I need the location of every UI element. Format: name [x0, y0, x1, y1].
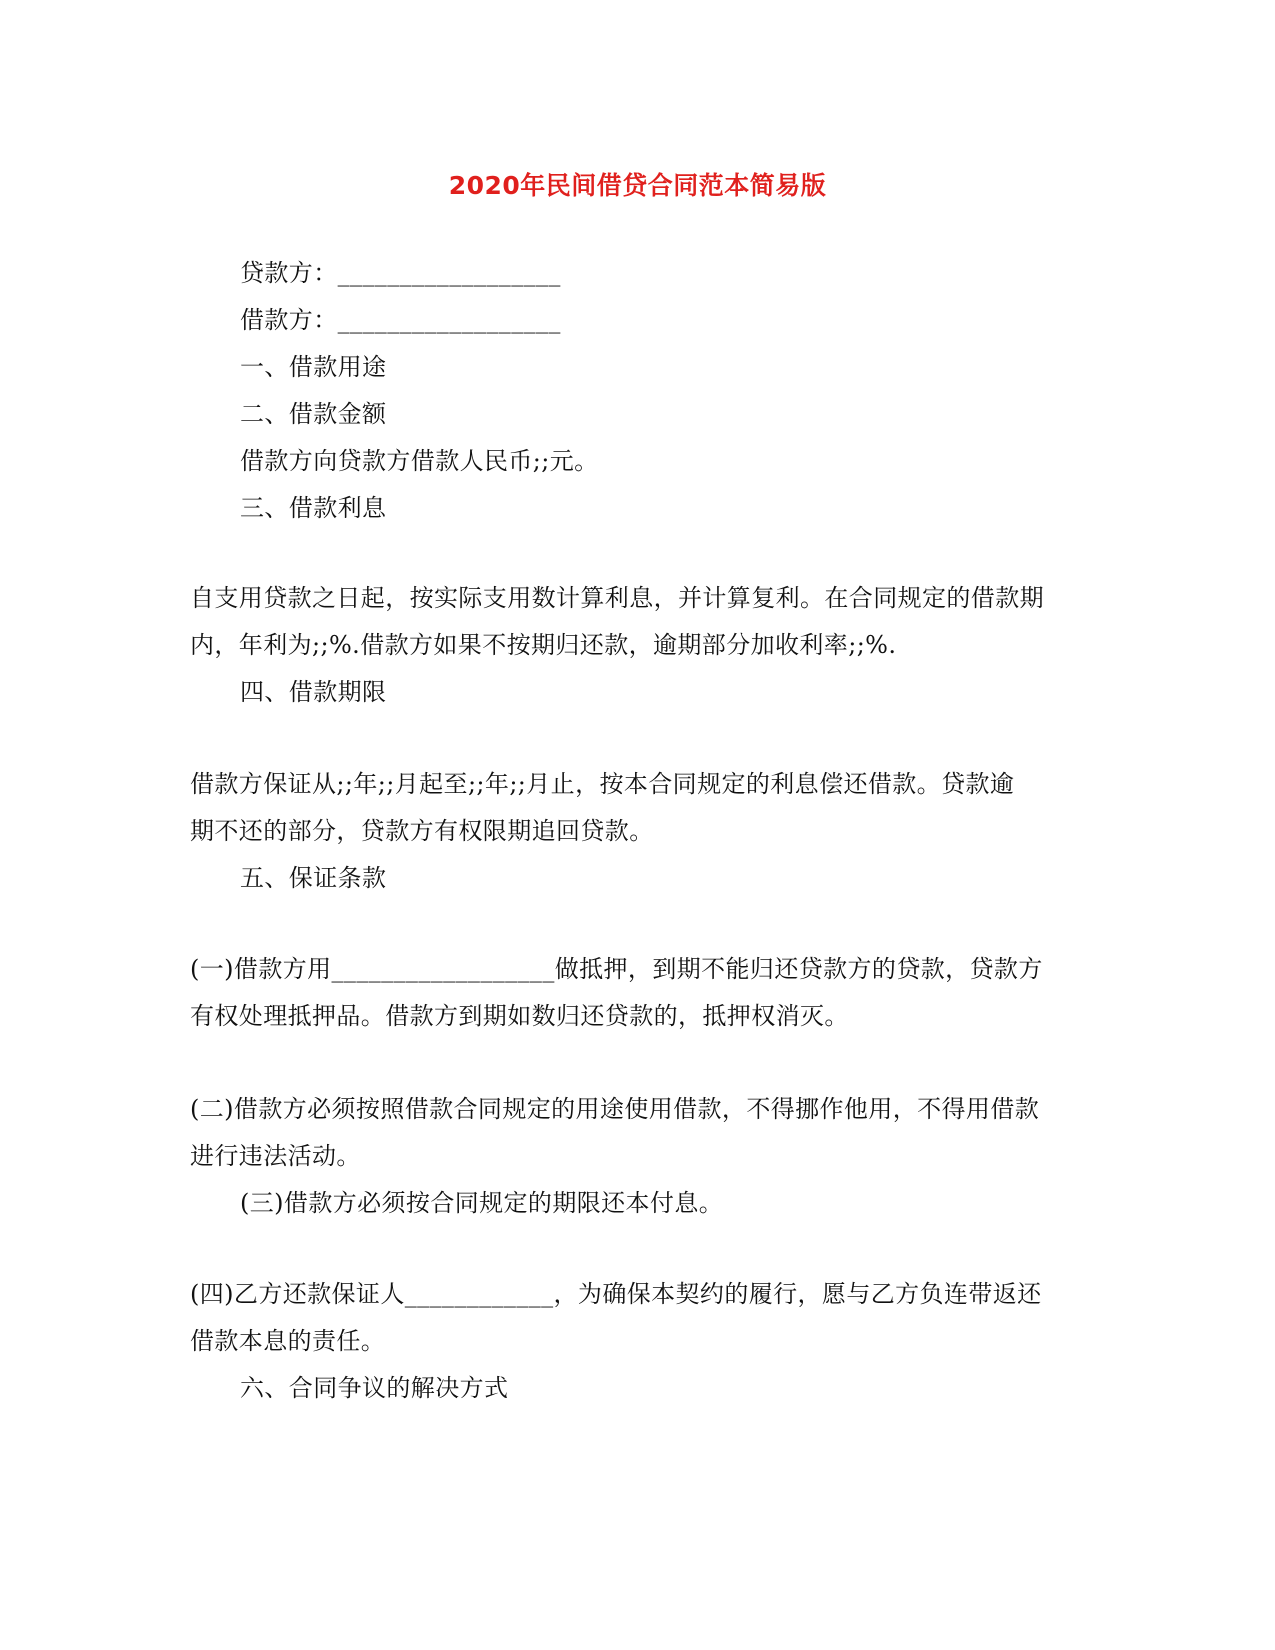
paragraph-term-line-1: 借款方保证从;;年;;月起至;;年;;月止，按本合同规定的利息偿还借款。贷款逾 [190, 770, 1015, 798]
paragraph-term-line-2: 期不还的部分，贷款方有权限期追回贷款。 [190, 817, 654, 845]
paragraph-interest-line-1: 自支用贷款之日起，按实际支用数计算利息，并计算复利。在合同规定的借款期 [190, 584, 1044, 612]
section-heading-purpose: 一、借款用途 [240, 353, 387, 381]
clause-1-line-2: 有权处理抵押品。借款方到期如数归还贷款的，抵押权消灭。 [190, 1002, 849, 1030]
clause-2-line-2: 进行违法活动。 [190, 1142, 361, 1170]
clause-2-line-1: (二)借款方必须按照借款合同规定的用途使用借款，不得挪作他用，不得用借款 [190, 1095, 1040, 1123]
clause-1-line-1: (一)借款方用__________________做抵押，到期不能归还贷款方的贷款，贷款方 [190, 955, 1043, 983]
paragraph-interest-line-2: 内，年利为;;%.借款方如果不按期归还款，逾期部分加收利率;;%. [190, 631, 897, 659]
lender-field: 贷款方：__________________ [240, 259, 561, 287]
section-heading-guarantee: 五、保证条款 [240, 864, 387, 892]
clause-4-line-2: 借款本息的责任。 [190, 1327, 386, 1355]
section-heading-term: 四、借款期限 [240, 678, 387, 706]
section-heading-dispute: 六、合同争议的解决方式 [240, 1374, 509, 1402]
section-heading-amount: 二、借款金额 [240, 400, 387, 428]
clause-4-line-1: (四)乙方还款保证人____________，为确保本契约的履行，愿与乙方负连带返还 [190, 1280, 1042, 1308]
section-heading-interest: 三、借款利息 [240, 494, 387, 522]
borrower-field: 借款方：__________________ [240, 306, 561, 334]
document-title: 2020年民间借贷合同范本简易版 [448, 171, 827, 200]
clause-3: (三)借款方必须按合同规定的期限还本付息。 [240, 1189, 724, 1217]
paragraph-amount: 借款方向贷款方借款人民币;;元。 [240, 447, 599, 475]
